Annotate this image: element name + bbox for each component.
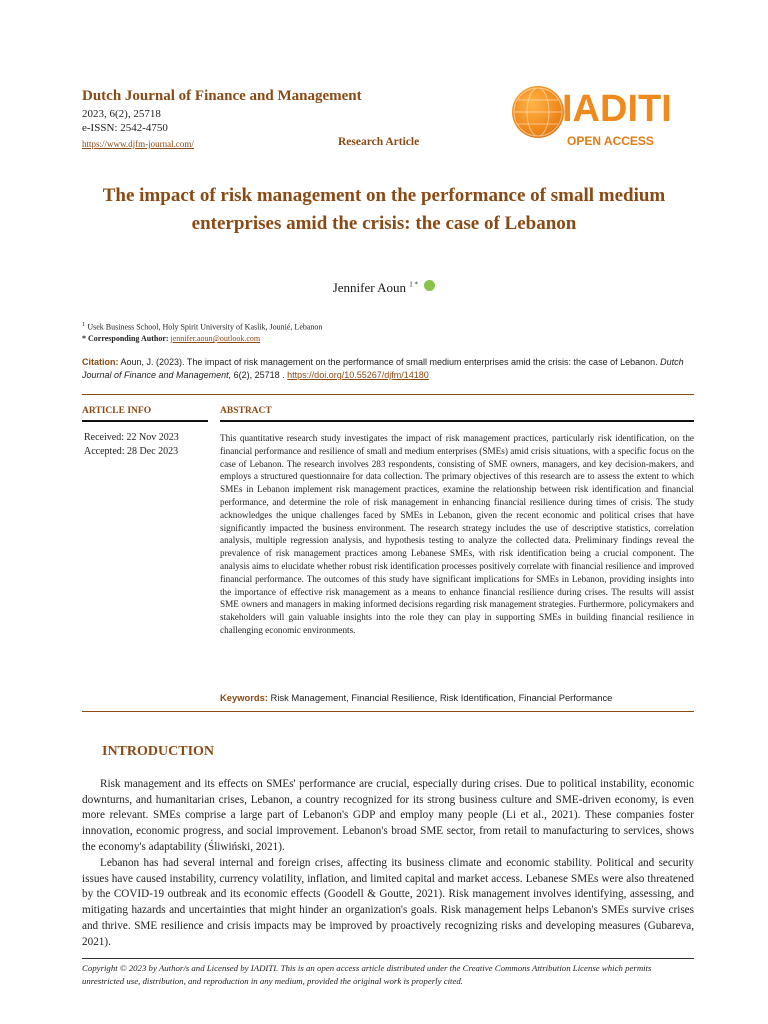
journal-name: Dutch Journal of Finance and Management [82, 88, 362, 104]
journal-url-link[interactable]: https://www.djfm-journal.com/ [82, 139, 194, 149]
keywords [220, 692, 694, 703]
open-access-label: OPEN ACCESS [567, 134, 654, 148]
divider [220, 420, 694, 422]
divider [82, 958, 694, 959]
corresponding-author: * Corresponding Author: jennifer.aoun@outlook.com [82, 334, 261, 343]
volume-info: 2023, 6(2), 25718 [82, 108, 161, 120]
corr-label: Corresponding Author: [88, 334, 169, 343]
divider [82, 394, 694, 395]
issn: e-ISSN: 2542-4750 [82, 122, 168, 134]
copyright-footer: Copyright © 2023 by Author/s and Licensed by IADITI. This is an open access article distributed under the Creative Commons Attribution License which permits unrestricted use, distribution, and reproduction in any medium, provided the original work is properly cited. [82, 963, 652, 986]
citation-tail: 6(2), 25718 . [233, 370, 285, 380]
citation-journal: Dutch Journal of Finance and Management, [82, 357, 684, 380]
divider [82, 711, 694, 712]
citation-text: Aoun, J. (2023). The impact of risk management on the performance of small medium enterprises amid the crisis: the case of Lebanon. [120, 357, 658, 367]
keywords-list: Risk Management, Financial Resilience, Risk Identification, Financial Performance [270, 692, 613, 703]
globe-icon [512, 86, 564, 138]
affiliation-text: Usek Business School, Holy Spirit University of Kaslik, Jounié, Lebanon [87, 322, 323, 332]
corr-email-link[interactable]: jennifer.aoun@outlook.com [170, 334, 261, 343]
orcid-icon[interactable] [424, 280, 435, 291]
keywords-label: Keywords: [220, 692, 268, 703]
received-date: Received: 22 Nov 2023 [84, 432, 179, 443]
publisher-logo [510, 84, 700, 150]
article-title: The impact of risk management on the performance of small medium enterprises amid the crisis: the case of Lebanon [102, 185, 666, 234]
doi-link[interactable]: https://doi.org/10.55267/djfm/14180 [287, 370, 429, 380]
author-line [0, 280, 768, 296]
citation-label: Citation: [82, 357, 119, 367]
paragraph: Risk management and its effects on SMEs' performance are crucial, especially during crises. Due to political instability, economic downturns, and humanitarian crises, Lebanon, a country recognized for its strong business culture and SME-driven economy, is even more relevant. SMEs comprise a large part of Lebanon's GDP and employ many people (Li et al., 2021). These companies foster innovation, economic progress, and social improvement. Lebanon's broad SME sector, from retail to manufacturing to services, shows the economy's adaptability (Śliwiński, 2021). [82, 778, 694, 853]
author-superscript: 1 * [409, 280, 419, 289]
divider [82, 420, 208, 422]
article-type: Research Article [338, 136, 420, 148]
abstract-heading: ABSTRACT [220, 406, 272, 416]
affiliation [82, 321, 322, 332]
affiliation-marker: 1 [82, 321, 86, 328]
introduction-heading: INTRODUCTION [102, 744, 215, 759]
abstract-text: This quantitative research study investigates the impact of risk management practices, particularly risk identification, on the financial performance and resilience of small and medium enterprises (SMEs) amid crisis situations, with a specific focus on the case of Lebanon. The research involves 283 respondents, consisting of SME owners, managers, and key decision-makers, and employs a structured questionnaire for data collection. The primary objectives of this research are to assess the extent to which SMEs in Lebanon implement risk management practices, examine the relationship between risk identification and financial performance, and determine the role of risk management in enhancing financial resilience during times of crisis. The study acknowledges the unique challenges faced by SMEs in Lebanon, given the recent economic and political crises that have significantly impacted the business environment. The research strategy includes the use of descriptive statistics, correlation analysis, multiple regression analysis, and hypothesis testing to analyze the collected data. Preliminary findings reveal the prevalence of risk management practices among Lebanese SMEs, with risk identification being a crucial component. The analysis aims to elucidate whether robust risk identification processes positively correlate with financial resilience and improved financial performance. The outcomes of this study have significant implications for SMEs in Lebanon, providing insights into the importance of effective risk management as a means to enhance financial resilience during crises. The results will assist SME owners and managers in making informed decisions regarding risk management strategies. Furthermore, policymakers and stakeholders will gain valuable insights into the role they can play in supporting SMEs in building financial resilience in challenging economic environments. [220, 433, 694, 635]
author-name: Jennifer Aoun [332, 280, 407, 295]
logo-wordmark: IADITI [562, 88, 672, 130]
article-info-heading: ARTICLE INFO [82, 406, 152, 416]
paragraph: Lebanon has had several internal and foreign crises, affecting its business climate and economic stability. Political and security issues have caused instability, currency volatility, inflation, and limited capital and market access. Lebanese SMEs were also threatened by the COVID-19 outbreak and its economic effects (Goodell & Goutte, 2021). Risk management involves identifying, assessing, and mitigating hazards and uncertainties that might hinder an organization's goals. Risk management helps Lebanon's SMEs survive crises and thrive. SME resilience and crisis impacts may be improved by proactively recognizing risks and developing measures (Gubareva, 2021). [82, 857, 694, 948]
accepted-date: Accepted: 28 Dec 2023 [84, 446, 179, 457]
citation [82, 356, 687, 382]
